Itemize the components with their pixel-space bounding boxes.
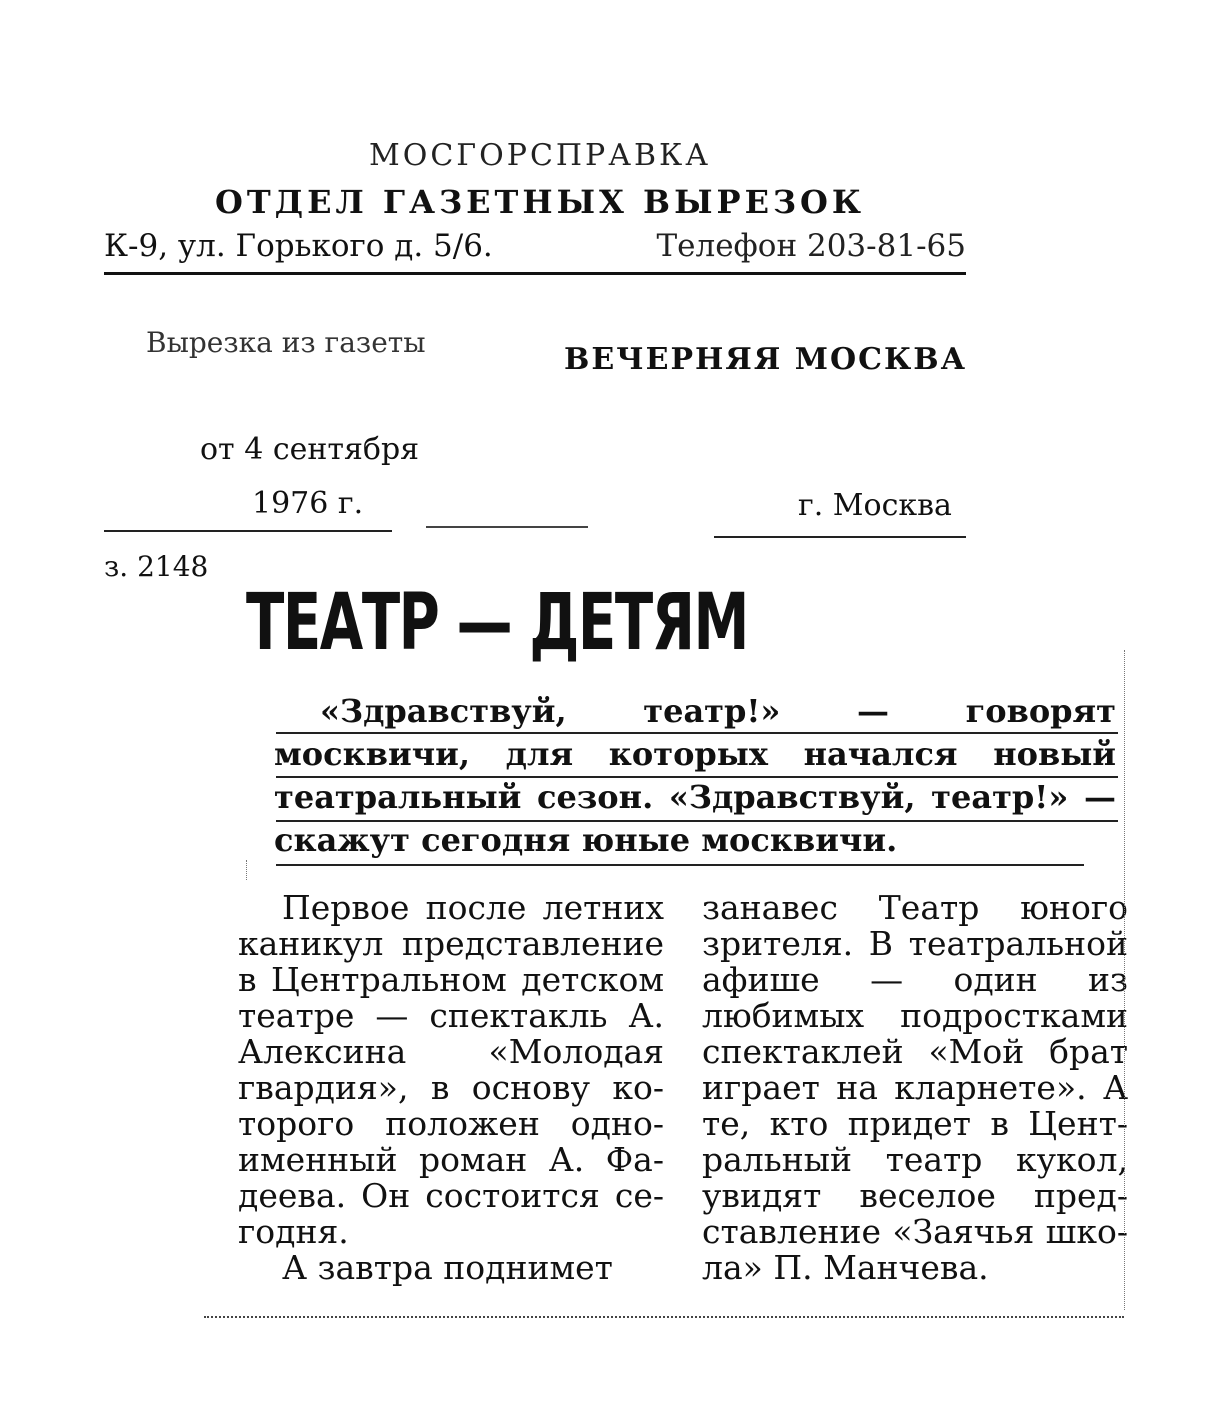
divider-middle xyxy=(426,526,588,528)
address: К-9, ул. Горького д. 5/6. xyxy=(104,228,493,264)
divider-right xyxy=(714,536,966,538)
column-1-paragraph-1: Первое после летних каникул представление в Центральном детском театре — спектакль А. Алексина «Молодая гвардия», в основу которого положен одноименный роман А. Фадеева. Он состоится сегодня. xyxy=(238,888,664,1251)
address-row xyxy=(104,228,966,275)
issue-year: 1976 г. xyxy=(252,486,364,521)
column-2-paragraph-1: занавес Театр юного зрителя. В театральной афише — один из любимых подростками спектаклей «Мой брат играет на кларнете». А те, кто придет в Центральный театр кукол, увидят веселое представление «Заячья школа» П. Манчева. xyxy=(702,888,1128,1287)
order-number: з. 2148 xyxy=(104,550,209,583)
divider-left xyxy=(104,530,392,532)
column-1-paragraph-2: А завтра поднимет xyxy=(282,1248,613,1287)
source-label: Вырезка из газеты xyxy=(146,326,426,359)
issue-date: от 4 сентября xyxy=(200,432,420,467)
phone: Телефон 203-81-65 xyxy=(656,228,966,264)
newspaper-name: ВЕЧЕРНЯЯ МОСКВА xyxy=(564,342,968,377)
org-name: МОСГОРСПРАВКА xyxy=(369,138,711,173)
city: г. Москва xyxy=(798,488,952,523)
clipping-edge xyxy=(1124,650,1125,1310)
article-column-1 xyxy=(238,890,664,1286)
lead-underline xyxy=(276,864,1084,866)
article-lead: «Здравствуй, театр!» — говорят москвичи, для которых начался новый театральный сезон. «Здравствуй, театр!» — скажут сегодня юные москвичи. xyxy=(274,692,1116,859)
article-headline: ТЕАТР — ДЕТЯМ xyxy=(246,578,748,668)
department-name: ОТДЕЛ ГАЗЕТНЫХ ВЫРЕЗОК xyxy=(214,183,866,221)
clipping-edge-left xyxy=(246,860,247,880)
article-column-2 xyxy=(702,890,1128,1286)
bottom-divider xyxy=(204,1316,1124,1318)
